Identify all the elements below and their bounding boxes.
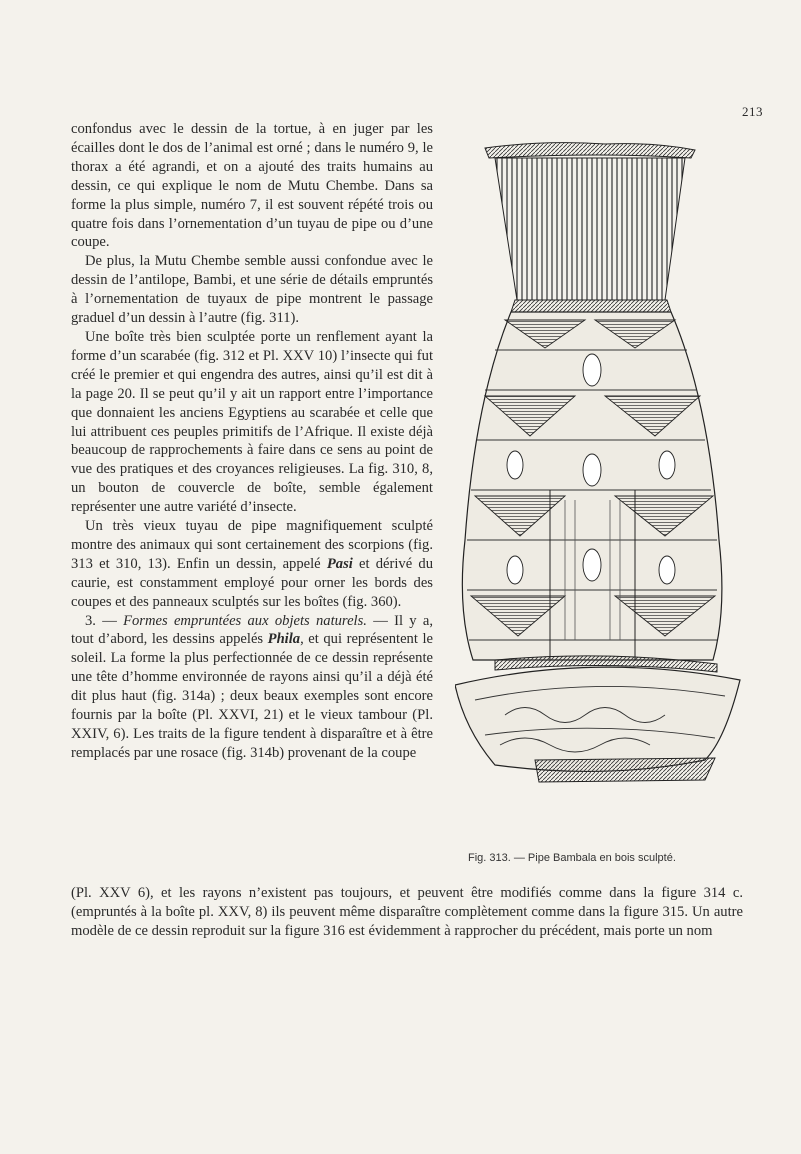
paragraph-1: confondus avec le dessin de la tortue, à en juger par les écailles dont le dos de l’animal est orné ; dans le numéro 9, le thorax a été agrandi, et on a ajouté des traits humains au dessin, ce qui explique le nom de Mutu Chembe. Dans sa forme la plus simple, numéro 7, il est souvent répété trois ou quatre fois dans l’ornementation d’un tuyau de pipe ou d’une coupe. xyxy=(71,121,433,251)
paragraph-4-part-b: et dérivé du caurie, est constamment employé pour orner les bords des coupes et des panneaux sculptés sur les boîtes (fig. 360). xyxy=(71,555,433,610)
paragraph-4 xyxy=(71,517,433,612)
section-number: 3. — xyxy=(85,612,124,629)
full-width-paragraph: (Pl. XXV 6), et les rayons n’existent pas toujours, et peuvent être modifiés comme dans la figure 314 c. (empruntés à la boîte pl. XXV, 8) ils peuvent même disparaître complètement comme dans la figure 315. Un autre modèle de ce dessin reproduit sur la figure 316 est évidemment à rapprocher du précédent, mais porte un nom xyxy=(71,885,743,939)
phila-term: Phila xyxy=(267,631,301,648)
paragraph-4-part-a: Un très vieux tuyau de pipe magnifiquement sculpté montre des animaux qui sont certainement des scorpions (fig. 313 et 310, 13). Enfin un dessin, appelé xyxy=(71,518,433,572)
paragraph-3: Une boîte très bien sculptée porte un renflement ayant la forme d’un scarabée (fig. 312 et Pl. XXV 10) l’insecte qui fut créé le premier et qui engendra des autres, ainsi qu’il est dit à la page 20. Il se peut qu’il y ait un rapport entre l’importance que donnaient les anciens Egyptiens au scarabée et celle que lui attribuent ces peuples primitifs de l’Afrique. Il existe déjà beaucoup de rapprochements à faire dans ce sens au point de vue des pratiques et des croyances religieuses. La fig. 310, 8, un bouton de couvercle de boîte, semble également représenter une autre variété d’insecte. xyxy=(71,328,433,516)
paragraph-5 xyxy=(71,612,433,763)
pasi-term: Pasi xyxy=(326,555,353,572)
paragraph-2: De plus, la Mutu Chembe semble aussi confondue avec le dessin de l’antilope, Bambi, et une série de détails empruntés à l’ornementation de tuyaux de pipe montrent le passage graduel d’un dessin à l’autre (fig. 311). xyxy=(71,253,433,327)
carved-pipe-drawing xyxy=(455,140,745,850)
figure-caption: Fig. 313. — Pipe Bambala en bois sculpté. xyxy=(468,852,676,864)
page-number: 213 xyxy=(742,104,763,119)
left-column xyxy=(71,120,433,763)
paragraph-5-part-a: — Il y a, tout d’abord, les dessins appelés xyxy=(71,612,433,648)
section-heading: Formes empruntées aux objets naturels. xyxy=(123,612,367,629)
pipe-illustration xyxy=(455,140,745,850)
paragraph-5-part-b: , et qui représentent le soleil. La forme la plus perfectionnée de ce dessin représente une tête d’homme environnée de rayons ainsi qu’il a déjà été dit plus haut (fig. 314a) ; deux beaux exemples sont encore fournis par la boîte (Pl. XXVI, 21) et le vieux tambour (Pl. XXIV, 6). Les traits de la figure tendent à disparaître et à être remplacés par une rosace (fig. 314b) provenant de la coupe xyxy=(71,631,433,761)
